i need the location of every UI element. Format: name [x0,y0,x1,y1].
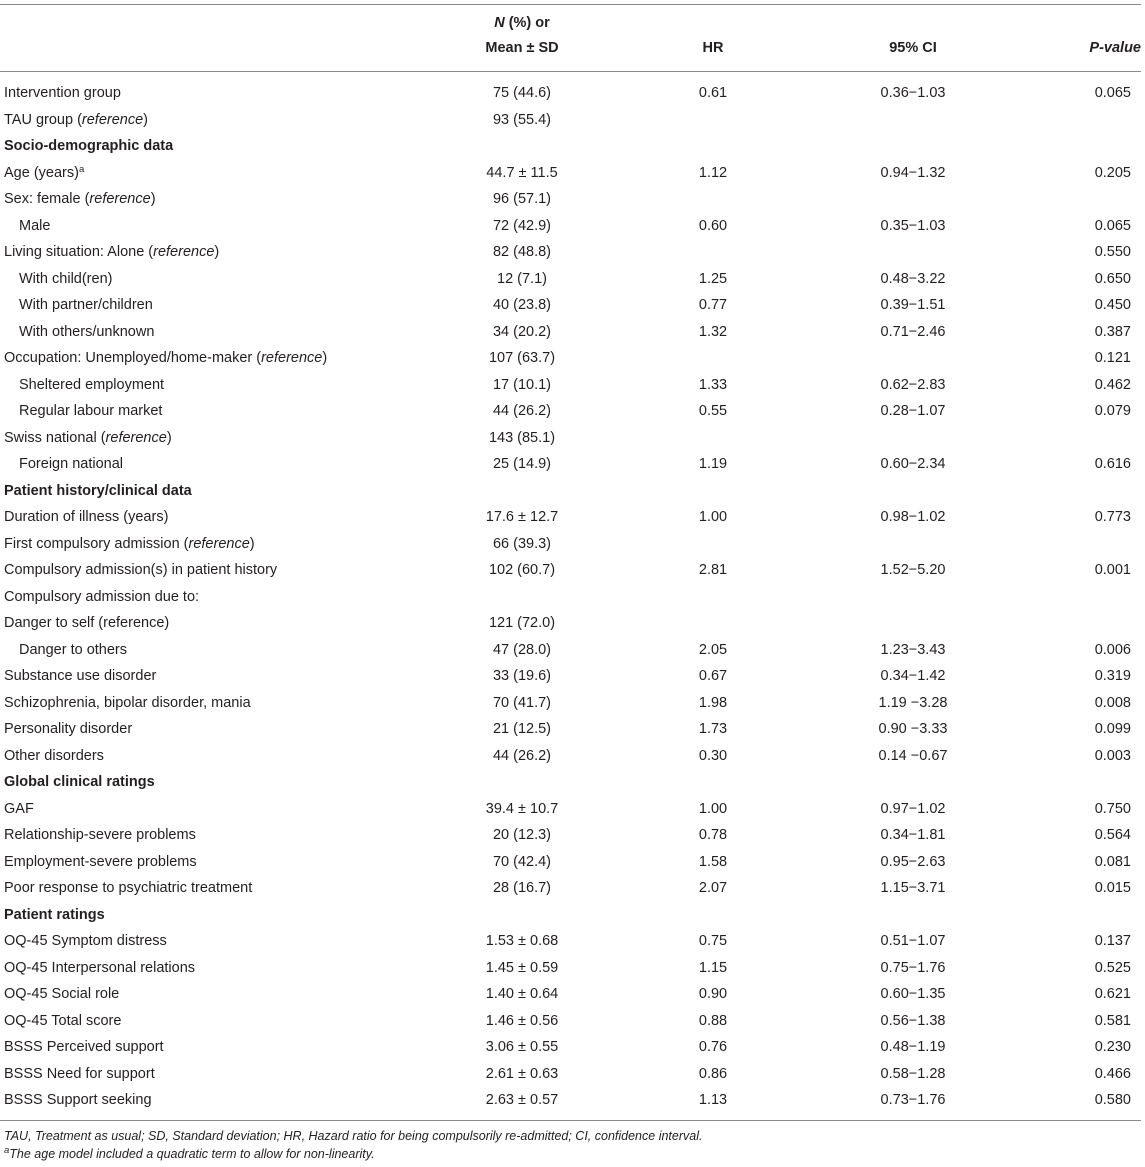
row-label [4,1061,155,1087]
cell-hr: 1.33 [698,376,728,393]
row-label-text: Duration of illness (years) [4,509,169,525]
row-label-text: Male [19,217,51,234]
cell-p-value: 0.099 [1094,721,1131,737]
cell-95ci: 0.60−2.34 [880,456,946,472]
row-label-reference: reference [105,429,167,446]
results-table [0,4,1143,1161]
row-label [4,80,121,106]
footnote-a: $^a$The age model included a quadratic term to allow for non-linearity. [4,1144,375,1161]
cell-p-value: 0.079 [1094,403,1131,419]
row-label [4,107,148,133]
table-row [0,504,1143,531]
row-label [4,743,104,769]
cell-p-value: 0.001 [1094,562,1131,578]
cell-hr: 1.13 [698,1092,728,1108]
row-label [19,451,123,477]
cell-n-percent: 39.4 ± 10.7 [485,800,559,817]
table-row [0,822,1143,849]
row-label [4,133,173,159]
row-label-text: Living situation: Alone ( [4,244,154,260]
row-label [4,160,84,186]
row-label-tail: ) [166,429,172,446]
cell-p-value: 0.137 [1094,933,1131,949]
cell-hr: 0.86 [698,1065,728,1082]
row-label [4,1008,121,1034]
row-label-text: Relationship-severe problems [4,827,196,843]
row-label [19,292,153,318]
cell-n-percent: 121 (72.0) [488,615,556,631]
table-body [0,72,1143,1120]
cell-95ci: 0.71−2.46 [880,323,946,340]
table-row [0,1008,1143,1035]
row-label [4,796,34,822]
row-label-text: Global clinical ratings [4,774,155,790]
row-label-footnote-mark: a [78,163,85,175]
cell-p-value: 0.006 [1094,641,1131,658]
cell-n-percent: 21 (12.5) [492,721,552,737]
cell-n-percent: 1.46 ± 0.56 [485,1012,559,1029]
cell-p-value: 0.525 [1094,959,1131,976]
row-label [4,928,167,954]
cell-p-value: 0.387 [1094,323,1131,340]
cell-95ci: 0.90 −3.33 [878,721,948,737]
table-row [0,160,1143,187]
cell-n-percent: 44 (26.2) [492,403,552,419]
cell-p-value: 0.581 [1094,1012,1131,1029]
cell-hr: 0.61 [698,85,728,101]
row-label [4,425,172,451]
row-label [4,716,132,742]
row-label [4,345,327,371]
table-row [0,107,1143,134]
cell-95ci: 0.75−1.76 [880,959,946,976]
cell-p-value: 0.750 [1094,800,1131,817]
row-label-text: Danger to others [19,641,128,658]
cell-n-percent: 12 (7.1) [497,270,547,287]
cell-n-percent: 93 (55.4) [492,111,552,128]
row-label-text: Other disorders [4,747,104,764]
cell-hr: 1.19 [698,456,728,472]
section-heading-row [0,133,1143,160]
cell-n-percent: 102 (60.7) [488,562,556,578]
table-row [0,955,1143,982]
row-label [4,504,168,530]
row-label-text: Personality disorder [4,721,133,737]
row-label [4,875,252,901]
cell-p-value: 0.564 [1094,827,1131,843]
table-row [0,1087,1143,1114]
row-label [4,239,219,265]
row-label [4,769,155,795]
cell-n-percent: 1.53 ± 0.68 [485,933,559,949]
row-label-text: Compulsory admission(s) in patient history [4,562,278,578]
cell-95ci: 1.15−3.71 [880,880,946,896]
table-row [0,981,1143,1008]
row-label-text: OQ-45 Social role [4,986,120,1002]
cell-95ci: 0.56−1.38 [880,1012,946,1029]
table-row [0,849,1143,876]
cell-95ci: 0.35−1.03 [880,217,946,234]
cell-hr: 1.15 [698,959,728,976]
table-row [0,345,1143,372]
row-label-text: Regular labour market [19,403,163,419]
cell-n-percent: 34 (20.2) [492,323,552,340]
cell-n-percent: 47 (28.0) [492,641,552,658]
cell-p-value: 0.081 [1094,853,1131,870]
table-row [0,372,1143,399]
cell-hr: 1.73 [698,721,728,737]
cell-p-value: 0.008 [1094,694,1131,711]
row-label [19,266,112,292]
cell-n-percent: 1.45 ± 0.59 [485,959,559,976]
table-row [0,266,1143,293]
cell-hr: 0.75 [698,933,728,949]
cell-hr: 1.00 [698,800,728,817]
table-header [0,5,1143,71]
cell-95ci: 0.60−1.35 [880,986,946,1002]
cell-hr: 0.78 [698,827,728,843]
cell-p-value: 0.319 [1094,668,1131,684]
row-label-text: First compulsory admission ( [4,535,189,552]
table-row [0,928,1143,955]
row-label-text: TAU group ( [4,111,82,128]
row-label [4,981,119,1007]
row-label-text: Employment-severe problems [4,853,197,870]
cell-hr: 0.77 [698,297,728,313]
row-label [4,849,197,875]
cell-95ci: 0.62−2.83 [880,376,946,393]
row-label-text: BSSS Support seeking [4,1092,152,1108]
row-label-text: Intervention group [4,85,121,101]
row-label-text: Socio-demographic data [4,138,174,154]
cell-95ci: 0.39−1.51 [880,297,946,313]
cell-95ci: 1.23−3.43 [880,641,946,658]
row-label-text: OQ-45 Interpersonal relations [4,959,196,976]
cell-n-percent: 3.06 ± 0.55 [485,1039,559,1055]
table-bottom-rule [0,1120,1141,1121]
cell-p-value: 0.065 [1094,85,1131,101]
row-label-text: Sheltered employment [19,376,165,393]
cell-hr: 1.32 [698,323,728,340]
cell-p-value: 0.580 [1094,1092,1131,1108]
cell-p-value: 0.065 [1094,217,1131,234]
cell-p-value: 0.621 [1094,986,1131,1002]
cell-95ci: 0.34−1.81 [880,827,946,843]
row-label [4,186,156,212]
cell-n-percent: 70 (42.4) [492,853,552,870]
row-label-tail: ) [322,350,328,366]
row-label-text: BSSS Need for support [4,1065,155,1082]
cell-p-value: 0.015 [1094,880,1131,896]
table-row [0,398,1143,425]
table-row [0,663,1143,690]
table-row [0,610,1143,637]
row-label [4,822,196,848]
cell-hr: 1.98 [698,694,728,711]
cell-n-percent: 25 (14.9) [492,456,552,472]
cell-hr: 1.58 [698,853,728,870]
row-label [4,610,169,636]
cell-hr: 0.67 [698,668,728,684]
row-label-reference: reference [261,350,323,366]
table-row [0,875,1143,902]
row-label-text: GAF [4,800,34,817]
cell-hr: 0.88 [698,1012,728,1029]
header-hr: HR [702,40,724,56]
table-row [0,1034,1143,1061]
row-label-text: Danger to self (reference) [4,615,170,631]
row-label-text: Poor response to psychiatric treatment [4,880,253,896]
cell-95ci: 0.48−3.22 [880,270,946,287]
cell-95ci: 0.28−1.07 [880,403,946,419]
cell-95ci: 1.19 −3.28 [878,694,948,711]
cell-95ci: 0.94−1.32 [880,164,946,181]
table-row [0,292,1143,319]
cell-n-percent: 44.7 ± 11.5 [486,164,558,181]
cell-n-percent: 2.63 ± 0.57 [485,1092,559,1108]
row-label [4,557,277,583]
row-label [4,955,195,981]
table-row [0,239,1143,266]
row-label-text: Patient history/clinical data [4,482,192,499]
footnote-abbreviations: TAU, Treatment as usual; SD, Standard deviation; HR, Hazard ratio for being compulsorily re-admitted; CI, confidence interval. [4,1128,703,1143]
row-label-reference: reference [153,244,215,260]
row-label-text: OQ-45 Symptom distress [4,933,167,949]
cell-n-percent: 66 (39.3) [492,535,552,552]
section-heading-row [0,902,1143,929]
row-label [19,372,164,398]
cell-p-value: 0.450 [1094,297,1131,313]
row-label-text: Compulsory admission due to: [4,588,200,605]
table-row [0,213,1143,240]
cell-hr: 0.55 [698,403,728,419]
cell-n-percent: 33 (19.6) [492,668,552,684]
row-label [19,637,127,663]
row-label-text: Age (years) [4,164,79,181]
row-label [4,478,192,504]
table-row [0,637,1143,664]
row-label-reference: reference [188,535,250,552]
cell-p-value: 0.773 [1094,509,1131,525]
cell-hr: 2.05 [698,641,728,658]
cell-n-percent: 107 (63.7) [488,350,556,366]
table-row [0,690,1143,717]
cell-95ci: 0.14 −0.67 [878,747,948,764]
table-row [0,796,1143,823]
cell-hr: 0.90 [698,986,728,1002]
row-label-reference: reference [89,191,151,207]
row-label-text: With others/unknown [19,323,155,340]
table-row [0,80,1143,107]
table-row [0,531,1143,558]
row-label [4,663,156,689]
row-label-text: With partner/children [19,297,153,313]
cell-95ci: 0.95−2.63 [880,853,946,870]
row-label [19,213,50,239]
row-label-text: Schizophrenia, bipolar disorder, mania [4,694,251,711]
row-label-text: Occupation: Unemployed/home-maker ( [4,350,262,366]
cell-p-value: 0.616 [1094,456,1131,472]
cell-95ci: 0.48−1.19 [880,1039,946,1055]
header-n-line1: N (%) or [494,15,550,31]
row-label-tail: ) [150,191,156,207]
row-label-reference: reference [81,111,144,128]
cell-p-value: 0.121 [1094,350,1131,366]
row-label [4,690,251,716]
table-row [0,716,1143,743]
row-label-text: Sex: female ( [4,191,90,207]
cell-hr: 1.00 [698,509,728,525]
row-label [4,902,105,928]
cell-hr: 0.60 [698,217,728,234]
cell-p-value: 0.550 [1094,244,1131,260]
cell-95ci: 0.98−1.02 [880,509,946,525]
table-row [0,425,1143,452]
cell-95ci: 1.52−5.20 [880,562,946,578]
cell-hr: 1.25 [698,270,728,287]
cell-p-value: 0.205 [1094,164,1131,181]
row-label [19,319,154,345]
row-label-tail: ) [214,244,220,260]
cell-p-value: 0.466 [1094,1065,1131,1082]
cell-n-percent: 70 (41.7) [492,694,552,711]
cell-95ci: 0.97−1.02 [880,800,946,817]
section-heading-row [0,769,1143,796]
table-row [0,584,1143,611]
header-ci: 95% CI [889,40,937,56]
cell-n-percent: 1.40 ± 0.64 [485,986,559,1002]
row-label [4,1034,164,1060]
cell-p-value: 0.462 [1094,376,1131,393]
row-label-text: Swiss national ( [4,429,106,446]
cell-p-value: 0.003 [1094,747,1131,764]
cell-p-value: 0.230 [1094,1039,1131,1055]
cell-hr: 0.30 [698,747,728,764]
cell-n-percent: 75 (44.6) [492,85,552,101]
header-n-line2: Mean ± SD [485,40,559,56]
cell-n-percent: 82 (48.8) [492,244,552,260]
cell-95ci: 0.58−1.28 [880,1065,946,1082]
table-row [0,557,1143,584]
cell-n-percent: 96 (57.1) [492,191,552,207]
cell-95ci: 0.73−1.76 [880,1092,946,1108]
cell-95ci: 0.34−1.42 [880,668,946,684]
cell-hr: 2.07 [698,880,728,896]
cell-n-percent: 44 (26.2) [492,747,552,764]
row-label-text: BSSS Perceived support [4,1039,164,1055]
cell-hr: 0.76 [698,1039,728,1055]
row-label-text: OQ-45 Total score [4,1012,122,1029]
cell-n-percent: 28 (16.7) [492,880,552,896]
cell-n-percent: 17 (10.1) [492,376,552,393]
row-label-text: Foreign national [19,456,123,472]
row-label [4,1087,152,1113]
row-label [4,584,199,610]
table-row [0,743,1143,770]
cell-n-percent: 17.6 ± 12.7 [485,509,559,525]
row-label-text: Patient ratings [4,906,105,923]
cell-95ci: 0.51−1.07 [880,933,946,949]
cell-hr: 1.12 [698,164,728,181]
cell-n-percent: 20 (12.3) [492,827,552,843]
cell-n-percent: 72 (42.9) [492,217,552,234]
row-label-tail: ) [249,535,255,552]
cell-hr: 2.81 [698,562,728,578]
cell-n-percent: 40 (23.8) [492,297,552,313]
row-label-text: With child(ren) [19,270,113,287]
table-footnotes [0,1129,1143,1161]
cell-p-value: 0.650 [1094,270,1131,287]
row-label-tail: ) [143,111,149,128]
cell-n-percent: 2.61 ± 0.63 [485,1065,559,1082]
header-p-value: P-value [1089,40,1141,56]
table-row [0,319,1143,346]
cell-n-percent: 143 (85.1) [488,429,556,446]
cell-95ci: 0.36−1.03 [880,85,946,101]
table-row [0,451,1143,478]
table-row [0,1061,1143,1088]
section-heading-row [0,478,1143,505]
table-row [0,186,1143,213]
row-label [4,531,255,557]
row-label-text: Substance use disorder [4,668,157,684]
row-label [19,398,162,424]
